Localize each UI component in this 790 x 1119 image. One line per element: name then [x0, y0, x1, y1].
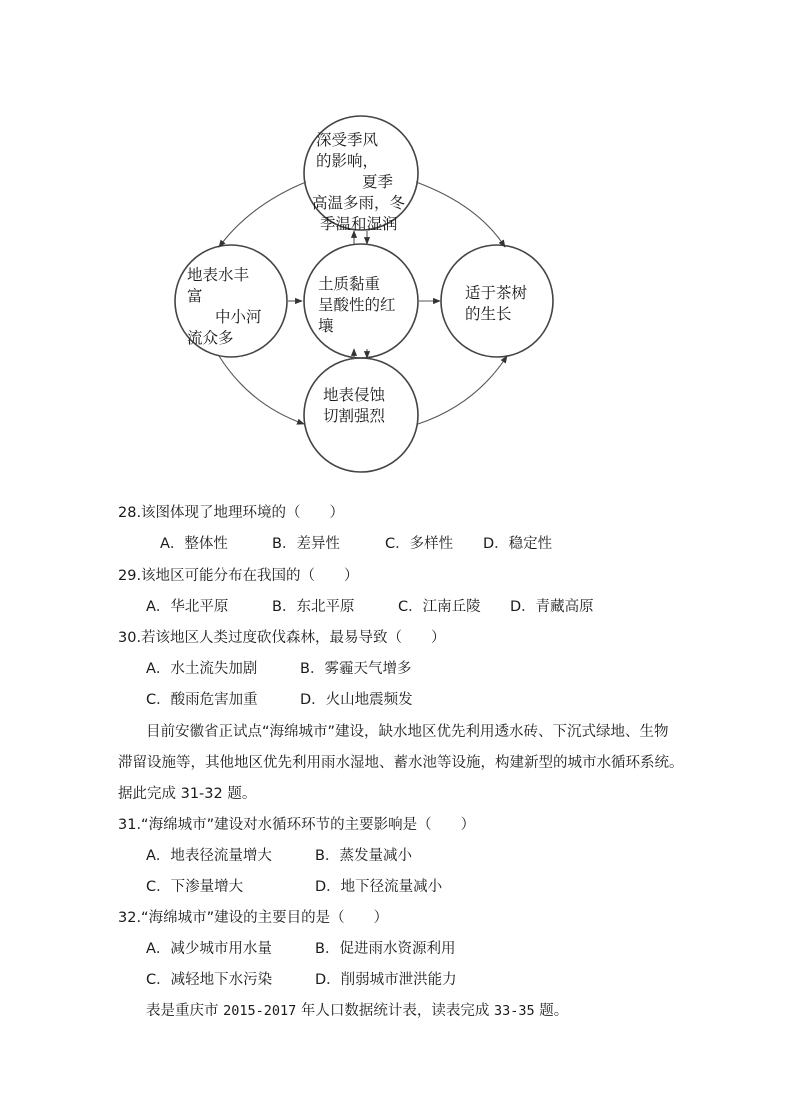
top-node-text [312, 130, 406, 235]
top-node-line: 的影响， [316, 152, 379, 170]
left-node-line: 中小河 [215, 308, 262, 326]
center-node-line: 土质黏重 [318, 275, 381, 293]
right-node-line: 适于茶树 [465, 284, 528, 302]
arrow-top-to-right [416, 182, 505, 247]
arrow-left-to-bottom [219, 356, 304, 424]
passage-sponge-city-line-2: 滞留设施等，其他地区优先利用雨水湿地、蓄水池等设施，构建新型的城市水循环系统。 [118, 755, 684, 771]
option-b: B．促进雨水资源利用 [315, 941, 456, 957]
top-node-line: 季温和湿润 [320, 215, 398, 233]
option-b: B．东北平原 [272, 599, 355, 615]
bottom-node-line: 地表侵蚀 [323, 386, 386, 404]
option-d: D．青藏高原 [510, 599, 594, 615]
right-node-text [465, 283, 527, 325]
option-c: C．减轻地下水污染 [146, 972, 273, 988]
option-b: B．蒸发量减小 [315, 848, 412, 864]
passage-sponge-city-line-1: 目前安徽省正试点“海绵城市”建设，缺水地区优先利用透水砖、下沉式绿地、生物 [146, 724, 669, 740]
option-a: A．水土流失加剧 [146, 661, 258, 677]
option-c: C．江南丘陵 [398, 599, 481, 615]
option-c: C．酸雨危害加重 [146, 692, 258, 708]
left-node-line: 地表水丰 [187, 266, 250, 284]
center-node-line: 呈酸性的红 [318, 296, 396, 314]
intro-years: 2015-2017 [223, 1003, 297, 1019]
intro-mid: 年人口数据统计表，读表完成 [296, 1003, 494, 1019]
passage-sponge-city-line-3: 据此完成 31-32 题。 [118, 786, 257, 802]
bottom-node-text [323, 385, 385, 427]
arrow-top-to-left [219, 182, 306, 247]
arrow-bottom-to-right [418, 356, 507, 424]
question-31-stem: 31.“海绵城市”建设对水循环环节的主要影响是（ ） [118, 817, 476, 833]
right-node-line: 的生长 [465, 305, 512, 323]
option-d: D．火山地震频发 [300, 692, 413, 708]
intro-range: 33-35 [493, 1003, 535, 1019]
question-28-stem: 28.该图体现了地理环境的（ ） [118, 505, 345, 521]
option-b: B．雾霾天气增多 [300, 661, 412, 677]
option-a: A．华北平原 [146, 599, 229, 615]
top-node-line: 高温多雨，冬 [312, 194, 406, 212]
question-30-stem: 30.若该地区人类过度砍伐森林，最易导致（ ） [118, 630, 446, 646]
question-32-stem: 32.“海绵城市”建设的主要目的是（ ） [118, 910, 389, 926]
option-d: D．削弱城市泄洪能力 [315, 972, 457, 988]
center-node-text [318, 274, 396, 337]
bottom-node-line: 切割强烈 [323, 407, 386, 425]
top-node-line: 夏季 [362, 173, 394, 191]
left-node-line: 富 [187, 287, 203, 305]
option-b: B．差异性 [272, 536, 340, 552]
option-d: D．稳定性 [483, 536, 553, 552]
option-a: A．地表径流量增大 [146, 848, 272, 864]
question-29-stem: 29.该地区可能分布在我国的（ ） [118, 568, 359, 584]
top-node-line: 深受季风 [316, 131, 379, 149]
option-a: A．减少城市用水量 [146, 941, 272, 957]
geography-diagram [0, 0, 790, 480]
option-a: A．整体性 [160, 536, 228, 552]
passage-chongqing-table-intro [146, 1001, 568, 1021]
option-c: C．多样性 [385, 536, 454, 552]
option-d: D．地下径流量减小 [315, 879, 443, 895]
center-node-line: 壤 [318, 317, 334, 335]
option-c: C．下渗量增大 [146, 879, 244, 895]
left-node-text [187, 265, 262, 349]
left-node-line: 流众多 [187, 329, 234, 347]
intro-pre: 表是重庆市 [146, 1003, 224, 1019]
intro-post: 题。 [534, 1003, 569, 1019]
